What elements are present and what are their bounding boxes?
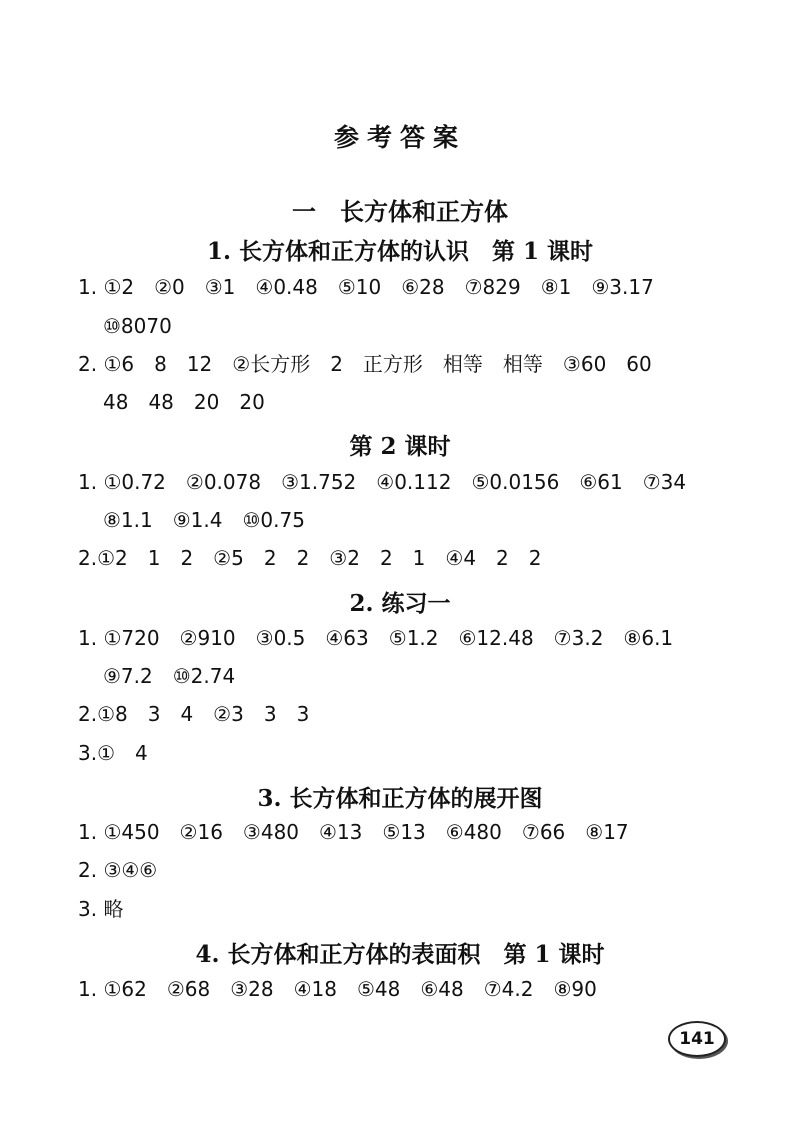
answer-line: 1. ①2 ②0 ③1 ④0.48 ⑤10 ⑥28 ⑦829 ⑧1 ⑨3.17 xyxy=(78,275,654,299)
answer-line: ⑨7.2 ⑩2.74 xyxy=(103,664,236,688)
answer-line: 1. ①720 ②910 ③0.5 ④63 ⑤1.2 ⑥12.48 ⑦3.2 ⑧6.1 xyxy=(78,626,674,650)
page-number-badge: 141 xyxy=(668,1021,726,1057)
answer-line: 2. ①6 8 12 ②长方形 2 正方形 相等 相等 ③60 60 xyxy=(78,352,652,376)
answer-line: 2.①2 1 2 ②5 2 2 ③2 2 1 ④4 2 2 xyxy=(78,546,542,570)
answer-line: 1. ①0.72 ②0.078 ③1.752 ④0.112 ⑤0.0156 ⑥61 ⑦34 xyxy=(78,470,687,494)
section-1-heading: 1. 长方体和正方体的认识 第 1 课时 xyxy=(206,238,594,265)
answer-line: 48 48 20 20 xyxy=(103,390,265,414)
answer-line: 2.①8 3 4 ②3 3 3 xyxy=(78,702,310,726)
answer-line: 3. 略 xyxy=(78,897,124,921)
answer-line: 3.① 4 xyxy=(78,741,148,765)
answer-line: 1. ①450 ②16 ③480 ④13 ⑤13 ⑥480 ⑦66 ⑧17 xyxy=(78,820,629,844)
answer-line: ⑧1.1 ⑨1.4 ⑩0.75 xyxy=(103,508,305,532)
answer-line: ⑩8070 xyxy=(103,314,172,338)
section-2-heading: 2. 练习一 xyxy=(349,590,451,617)
section-4-heading: 4. 长方体和正方体的表面积 第 1 课时 xyxy=(195,941,605,968)
page-title: 参考答案 xyxy=(333,123,466,152)
chapter-heading: 一 长方体和正方体 xyxy=(292,197,508,226)
answer-line: 2. ③④⑥ xyxy=(78,858,158,882)
answer-line: 1. ①62 ②68 ③28 ④18 ⑤48 ⑥48 ⑦4.2 ⑧90 xyxy=(78,977,597,1001)
section-3-heading: 3. 长方体和正方体的展开图 xyxy=(257,785,543,812)
section-1b-heading: 第 2 课时 xyxy=(349,433,451,460)
